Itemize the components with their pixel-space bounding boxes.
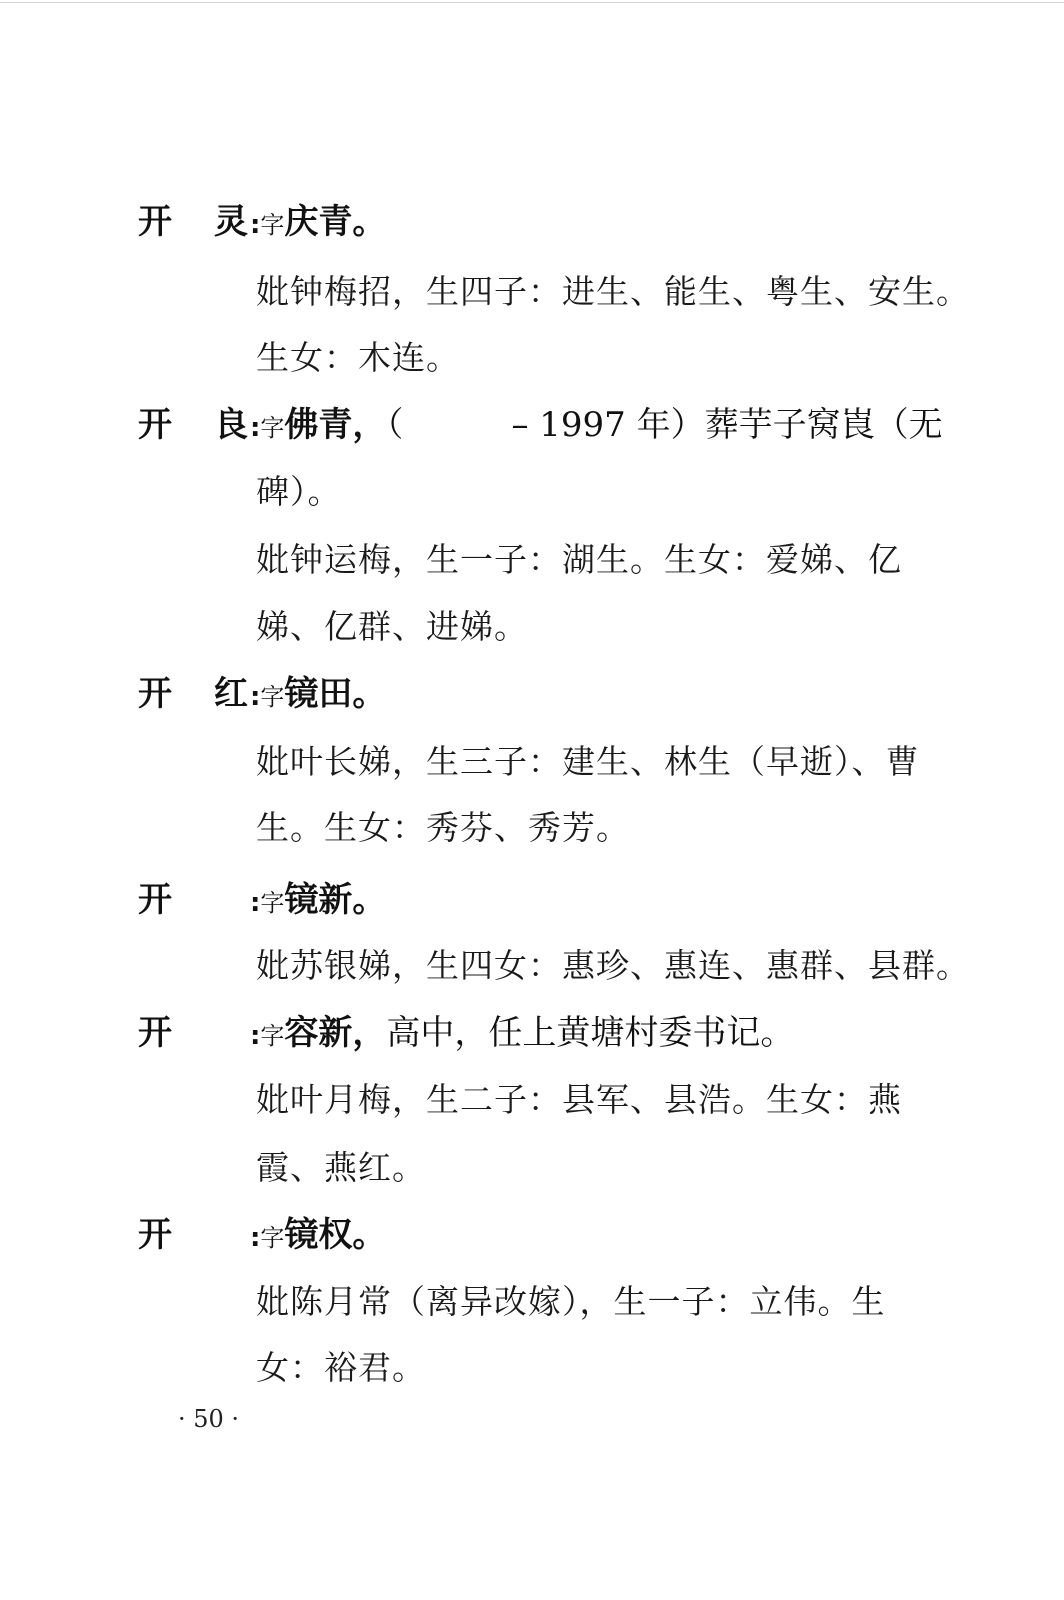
entry-colon: : [250, 413, 261, 443]
entry-text-line: 妣叶长娣，生三子：建生、林生（早逝）、曹 [256, 742, 920, 781]
entry-surname: 开 [138, 405, 172, 445]
entry-heading [138, 672, 386, 719]
entry-heading-rest: 高中，任上黄塘村委书记。 [386, 1013, 795, 1053]
entry-courtesy-name: 庆青。 [284, 202, 387, 242]
entry-given-name: 红 [214, 674, 248, 714]
entry-colon: : [250, 1223, 261, 1253]
entry-surname: 开 [138, 880, 172, 920]
page-number: · 50 · [178, 1405, 240, 1433]
entry-zi-label: 字 [260, 211, 285, 239]
entry-surname: 开 [138, 674, 172, 714]
entry-courtesy-name: 容新， [284, 1013, 387, 1053]
entry-courtesy-name: 镜权。 [284, 1215, 387, 1255]
entry-text-line: 霞、燕红。 [256, 1148, 426, 1187]
entry-surname: 开 [138, 202, 172, 242]
entry-text-line: 妣苏银娣，生四女：惠珍、惠连、惠群、县群。 [256, 946, 970, 985]
entry-heading [138, 1011, 794, 1058]
entry-text-line: 妣钟梅招，生四子：进生、能生、粤生、安生。 [256, 272, 970, 311]
entry-courtesy-name: 佛青， [284, 405, 387, 445]
entry-colon: : [250, 888, 261, 918]
entry-zi-label: 字 [260, 1224, 285, 1252]
entry-colon: : [250, 210, 261, 240]
entry-zi-label: 字 [260, 414, 285, 442]
entry-surname: 开 [138, 1215, 172, 1255]
entry-text-line: 妣钟运梅，生一子：湖生。生女：爱娣、亿 [256, 540, 902, 579]
entry-zi-label: 字 [260, 889, 285, 917]
page-top-edge [0, 2, 1064, 3]
entry-text-line: 娣、亿群、进娣。 [256, 607, 528, 646]
entry-given-name: 良 [214, 405, 248, 445]
entry-heading [138, 878, 386, 925]
entry-surname: 开 [138, 1013, 172, 1053]
entry-heading-rest: （ – 1997 年）葬芋子窝崀（无 [386, 405, 943, 445]
entry-zi-label: 字 [260, 683, 285, 711]
entry-text-line: 妣叶月梅，生二子：县军、县浩。生女：燕 [256, 1080, 902, 1119]
entry-zi-label: 字 [260, 1022, 285, 1050]
entry-heading [138, 1213, 386, 1260]
entry-given-name: 灵 [214, 202, 248, 242]
entry-courtesy-name: 镜田。 [284, 674, 387, 714]
entry-text-line: 生女：木连。 [256, 338, 460, 377]
entry-heading [138, 403, 943, 450]
entry-colon: : [250, 682, 261, 712]
entry-heading [138, 200, 386, 247]
entry-text-line: 碑）。 [256, 472, 342, 511]
entry-colon: : [250, 1021, 261, 1051]
entry-text-line: 生。生女：秀芬、秀芳。 [256, 808, 630, 847]
entry-text-line: 女：裕君。 [256, 1348, 426, 1387]
entry-text-line: 妣陈月常（离异改嫁），生一子：立伟。生 [256, 1282, 886, 1321]
entry-courtesy-name: 镜新。 [284, 880, 387, 920]
